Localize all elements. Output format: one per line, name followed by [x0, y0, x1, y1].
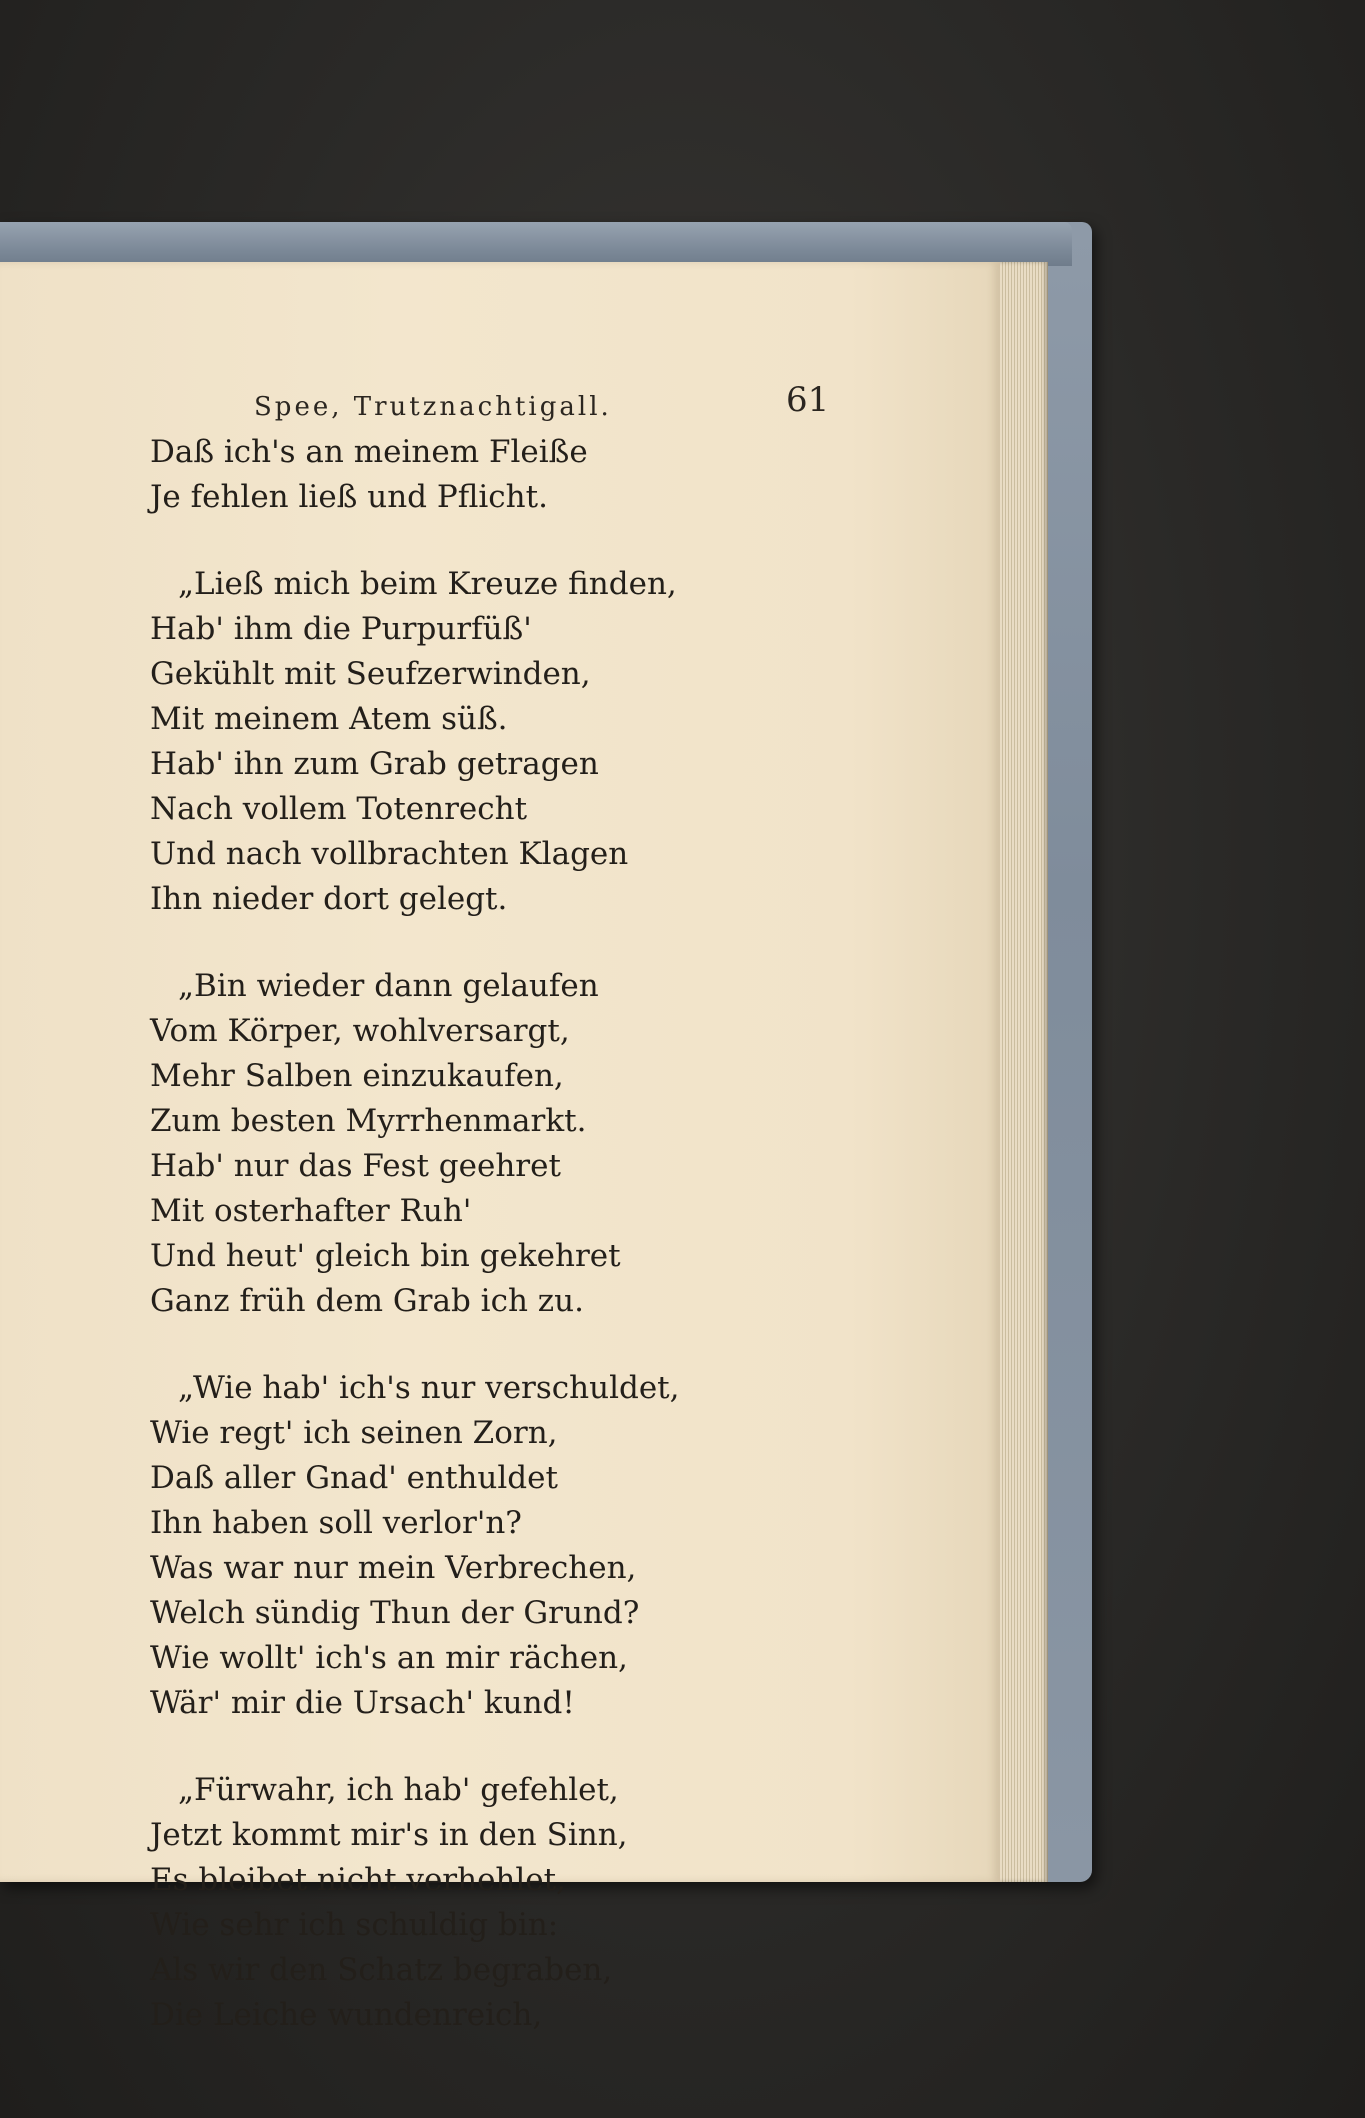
verse-line: Zum besten Myrrhenmarkt. — [150, 1103, 587, 1139]
verse-line: Und heut' gleich bin gekehret — [150, 1238, 621, 1274]
stanza-4 — [150, 1366, 710, 1726]
stanza-2 — [150, 562, 710, 922]
page-edges — [994, 262, 1048, 1882]
verse-line: Mit osterhafter Ruh' — [150, 1193, 472, 1229]
verse-line: Es bleibet nicht verhehlet, — [150, 1862, 566, 1898]
verse-line: „Ließ mich beim Kreuze finden, — [178, 566, 677, 602]
verse-line: „Fürwahr, ich hab' gefehlet, — [178, 1772, 619, 1808]
verse-line: Wie sehr ich schuldig bin: — [150, 1907, 559, 1943]
verse-line: Hab' nur das Fest geehret — [150, 1148, 561, 1184]
verse-line: Ganz früh dem Grab ich zu. — [150, 1283, 584, 1319]
verse-line: Die Leiche wundenreich, — [150, 1997, 543, 2033]
verse-line: Wie regt' ich seinen Zorn, — [150, 1415, 558, 1451]
verse-line: Daß ich's an meinem Fleiße — [150, 434, 588, 470]
verse-line: „Bin wieder dann gelaufen — [178, 968, 599, 1004]
verse-line: Gekühlt mit Seufzerwinden, — [150, 656, 591, 692]
verse-line: Hab' ihm die Purpurfüß' — [150, 611, 532, 647]
verse-line: Mit meinem Atem süß. — [150, 701, 508, 737]
verse-line: Wie wollt' ich's an mir rächen, — [150, 1640, 628, 1676]
verse-line: Mehr Salben einzukaufen, — [150, 1058, 564, 1094]
stanza-3 — [150, 964, 710, 1324]
verse-line: Je fehlen ließ und Pflicht. — [150, 479, 548, 515]
verse-line: Jetzt kommt mir's in den Sinn, — [150, 1817, 628, 1853]
running-head: Spee, Trutznachtigall. — [254, 392, 612, 422]
verse-line: Hab' ihn zum Grab getragen — [150, 746, 599, 782]
book-page — [0, 262, 1000, 2033]
page-number: 61 — [786, 380, 830, 420]
verse-line: „Wie hab' ich's nur verschuldet, — [178, 1370, 680, 1406]
stanza-1 — [150, 430, 710, 520]
verse-line: Welch sündig Thun der Grund? — [150, 1595, 640, 1631]
verse-line: Und nach vollbrachten Klagen — [150, 836, 629, 872]
book-cover-top-edge — [0, 222, 1072, 266]
verse-line: Daß aller Gnad' enthuldet — [150, 1460, 558, 1496]
verse-line: Ihn haben soll verlor'n? — [150, 1505, 522, 1541]
verse-line: Was war nur mein Verbrechen, — [150, 1550, 637, 1586]
poem-text — [150, 430, 710, 2080]
stanza-5 — [150, 1768, 710, 2038]
verse-line: Wär' mir die Ursach' kund! — [150, 1685, 575, 1721]
verse-line: Nach vollem Totenrecht — [150, 791, 528, 827]
verse-line: Vom Körper, wohlversargt, — [150, 1013, 570, 1049]
verse-line: Als wir den Schatz begraben, — [150, 1952, 613, 1988]
verse-line: Ihn nieder dort gelegt. — [150, 881, 508, 917]
